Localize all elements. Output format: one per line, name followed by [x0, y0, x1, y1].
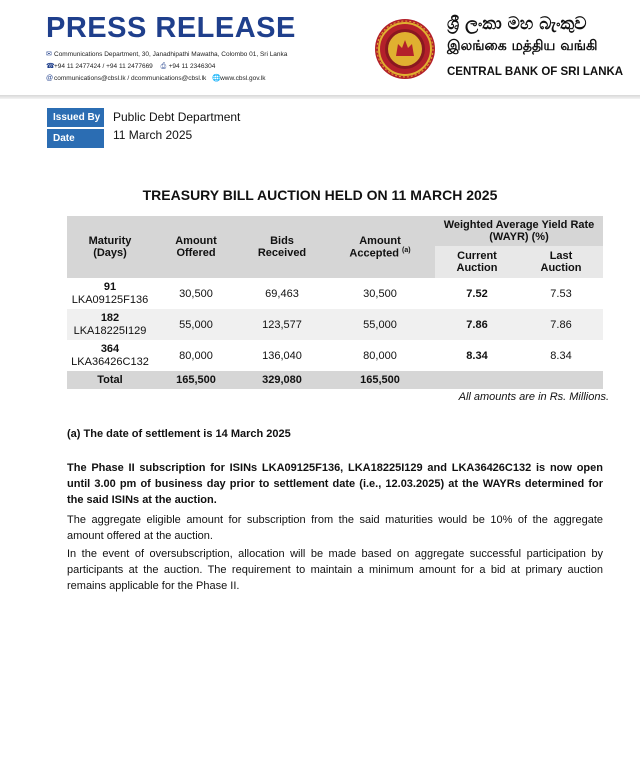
header-last-l2: Auction	[540, 262, 582, 274]
last-yield-cell: 8.34	[519, 340, 603, 371]
total-accepted: 165,500	[325, 371, 435, 389]
bids-cell: 69,463	[239, 278, 325, 309]
last-yield-cell: 7.86	[519, 309, 603, 340]
header-accepted-sup: (a)	[402, 246, 411, 254]
header-wayr	[435, 216, 603, 246]
fax-text: +94 11 2346304	[168, 63, 216, 70]
header-wayr-l2: (WAYR) (%)	[489, 231, 549, 243]
current-yield-cell: 8.34	[435, 340, 519, 371]
contact-address	[46, 50, 287, 58]
header-divider	[0, 95, 640, 99]
web-icon: 🌐	[212, 75, 221, 82]
date-label: Date	[47, 129, 104, 148]
header-offered-l1: Amount	[175, 235, 217, 247]
date-value: 11 March 2025	[113, 128, 193, 142]
maturity-cell	[67, 340, 153, 371]
maturity-cell	[67, 278, 153, 309]
issued-by-value: Public Debt Department	[113, 110, 241, 124]
header-bids-l2: Received	[257, 247, 307, 259]
press-release-title: PRESS RELEASE	[46, 12, 296, 44]
current-yield-cell: 7.86	[435, 309, 519, 340]
offered-cell: 55,000	[153, 309, 239, 340]
header-last-l1: Last	[549, 250, 573, 262]
maturity-days: 91	[103, 280, 117, 293]
header-current-l1: Current	[457, 250, 497, 262]
isin-code: LKA09125F136	[71, 293, 149, 306]
press-release-header	[0, 0, 640, 100]
header-amount-accepted	[325, 216, 435, 278]
header-last-auction	[519, 246, 603, 278]
table-row	[67, 309, 603, 340]
total-bids: 329,080	[239, 371, 325, 389]
header-current-auction	[435, 246, 519, 278]
header-maturity-l1: Maturity	[88, 235, 132, 247]
header-offered-l2: Offered	[176, 247, 216, 259]
oversubscription-paragraph: In the event of oversubscription, allocation will be made based on aggregate successful participation by participants at the auction. The requirement to maintain a minimum amount for a bid at primary auction remains applicable for the Phase II.	[67, 548, 603, 592]
accepted-cell: 30,500	[325, 278, 435, 309]
maturity-days: 364	[100, 342, 120, 355]
table-row	[67, 278, 603, 309]
header-maturity-l2: (Days)	[93, 247, 127, 259]
address-text: Communications Department, 30, Janadhipathi Mawatha, Colombo 01, Sri Lanka	[54, 51, 288, 58]
header-accepted-l2-wrap	[325, 247, 435, 260]
table-total-row	[67, 371, 603, 389]
current-yield-cell: 7.52	[435, 278, 519, 309]
fax-icon: ⎙	[160, 63, 167, 70]
email-text[interactable]: communications@cbsl.lk / dcommunications@cbsl.lk	[54, 75, 207, 82]
maturity-cell	[67, 309, 153, 340]
cbsl-seal-logo	[374, 18, 436, 80]
document-title: TREASURY BILL AUCTION HELD ON 11 MARCH 2025	[142, 187, 498, 203]
auction-results-table	[67, 216, 603, 389]
bank-name-sinhala: ශ්‍රී ලංකා මහ බැංකුව	[447, 14, 587, 34]
header-wayr-l1: Weighted Average Yield Rate	[443, 219, 595, 231]
last-yield-cell: 7.53	[519, 278, 603, 309]
issued-by-label: Issued By	[47, 108, 104, 127]
header-maturity	[67, 216, 153, 278]
accepted-cell: 80,000	[325, 340, 435, 371]
eligible-amount-paragraph: The aggregate eligible amount for subscription from the said maturities would be 10% of the aggregate amount offered at the auction.	[67, 514, 603, 542]
phone-icon: ☎	[46, 63, 55, 70]
website-link[interactable]: www.cbsl.gov.lk	[220, 75, 266, 82]
mail-icon: ✉	[46, 51, 52, 58]
bank-name-tamil: இலங்கை மத்திய வங்கி	[447, 38, 598, 54]
offered-cell: 80,000	[153, 340, 239, 371]
header-amount-offered	[153, 216, 239, 278]
table-row	[67, 340, 603, 371]
isin-code: LKA18225I129	[73, 324, 147, 337]
email-icon: @	[46, 75, 54, 82]
total-offered: 165,500	[153, 371, 239, 389]
total-empty-current	[435, 371, 519, 389]
bids-cell: 123,577	[239, 309, 325, 340]
accepted-cell: 55,000	[325, 309, 435, 340]
total-empty-last	[519, 371, 603, 389]
bank-name-english: CENTRAL BANK OF SRI LANKA	[447, 66, 624, 78]
phase2-paragraph: The Phase II subscription for ISINs LKA09125F136, LKA18225I129 and LKA36426C132 is now open until 3.00 pm of business day prior to settlement date (i.e., 12.03.2025) at the WAYRs determined for the said ISINs at the auction.	[67, 462, 603, 506]
isin-code: LKA36426C132	[71, 355, 149, 368]
bids-cell: 136,040	[239, 340, 325, 371]
header-bids-l1: Bids	[270, 235, 294, 247]
phone-text: +94 11 2477424 / +94 11 2477669	[54, 63, 153, 70]
contact-phone	[46, 62, 215, 71]
header-accepted-l2: Accepted	[349, 247, 399, 260]
settlement-note: (a) The date of settlement is 14 March 2025	[67, 428, 291, 440]
header-bids-received	[239, 216, 325, 278]
maturity-days: 182	[100, 311, 120, 324]
header-current-l2: Auction	[456, 262, 498, 274]
contact-email	[46, 74, 266, 82]
offered-cell: 30,500	[153, 278, 239, 309]
total-label: Total	[67, 371, 153, 389]
amounts-note: All amounts are in Rs. Millions.	[458, 391, 609, 403]
header-accepted-l1: Amount	[359, 234, 401, 247]
